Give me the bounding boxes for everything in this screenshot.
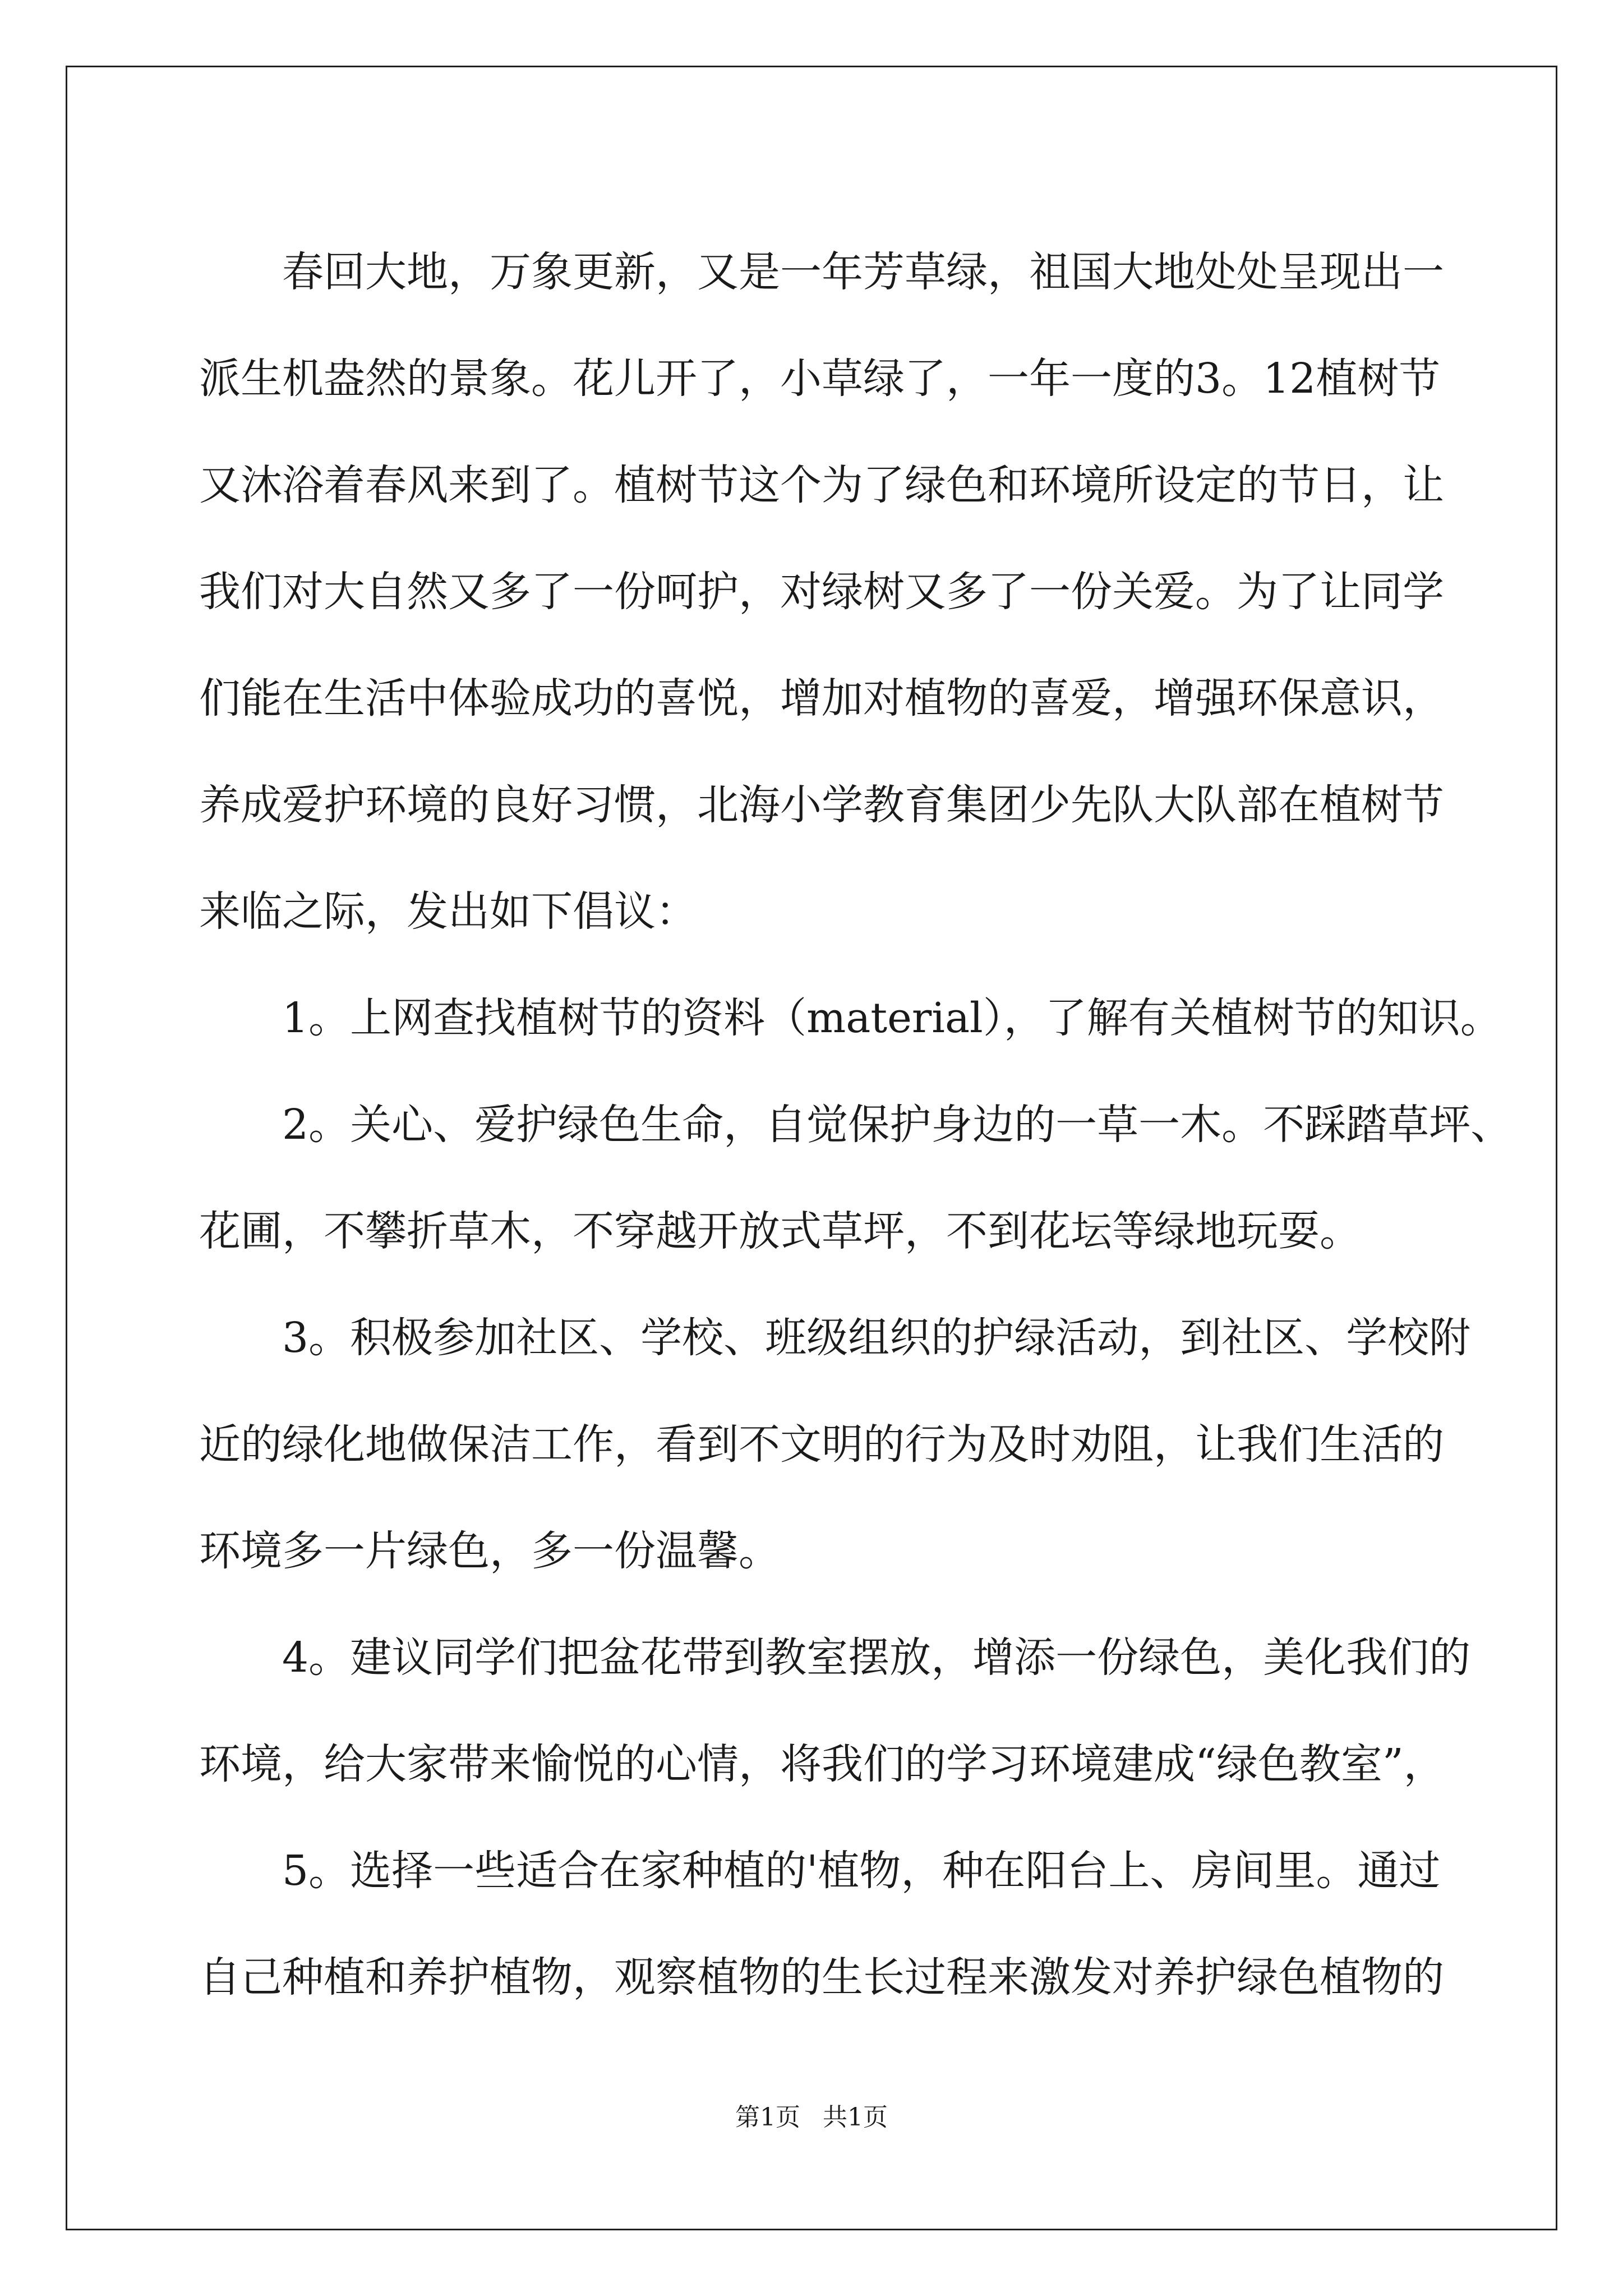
item-3-line-2: 近的绿化地做保洁工作，看到不文明的行为及时劝阻，让我们生活的 [199,1420,1444,1469]
item-1-line-1: 1。上网查找植树节的资料（material），了解有关植树节的知识。 [282,994,1502,1042]
page-number: 第1页 [735,2103,800,2132]
paragraph-1-line-1: 春回大地，万象更新，又是一年芳草绿，祖国大地处处呈现出一 [282,248,1444,296]
paragraph-1-line-4: 我们对大自然又多了一份呵护，对绿树又多了一份关爱。为了让同学 [199,568,1444,616]
item-3-line-1: 3。积极参加社区、学校、班级组织的护绿活动，到社区、学校附 [282,1314,1471,1362]
page-footer [0,2101,1623,2134]
item-2-line-2: 花圃，不攀折草木，不穿越开放式草坪，不到花坛等绿地玩耍。 [199,1207,1361,1255]
page-total: 共1页 [823,2103,888,2132]
paragraph-1-line-2: 派生机盎然的景象。花儿开了，小草绿了，一年一度的3。12植树节 [199,355,1441,403]
paragraph-1-line-6: 养成爱护环境的良好习惯，北海小学教育集团少先队大队部在植树节 [199,781,1444,829]
item-5-line-2: 自己种植和养护植物，观察植物的生长过程来激发对养护绿色植物的 [199,1953,1444,2001]
paragraph-1-line-7: 来临之际，发出如下倡议： [199,887,697,936]
paragraph-1-line-5: 们能在生活中体验成功的喜悦，增加对植物的喜爱，增强环保意识， [199,674,1444,723]
paragraph-1-line-3: 又沐浴着春风来到了。植树节这个为了绿色和环境所设定的节日，让 [199,461,1444,509]
item-4-line-2: 环境，给大家带来愉悦的心情，将我们的学习环境建成“绿色教室”， [199,1740,1445,1788]
item-3-line-3: 环境多一片绿色，多一份温馨。 [199,1527,780,1575]
document-body [199,219,1513,2031]
item-2-line-1: 2。关心、爱护绿色生命，自觉保护身边的一草一木。不踩踏草坪、 [282,1101,1513,1149]
item-5-line-1: 5。选择一些适合在家种植的'植物，种在阳台上、房间里。通过 [282,1847,1441,1895]
item-4-line-1: 4。建议同学们把盆花带到教室摆放，增添一份绿色，美化我们的 [282,1634,1471,1682]
